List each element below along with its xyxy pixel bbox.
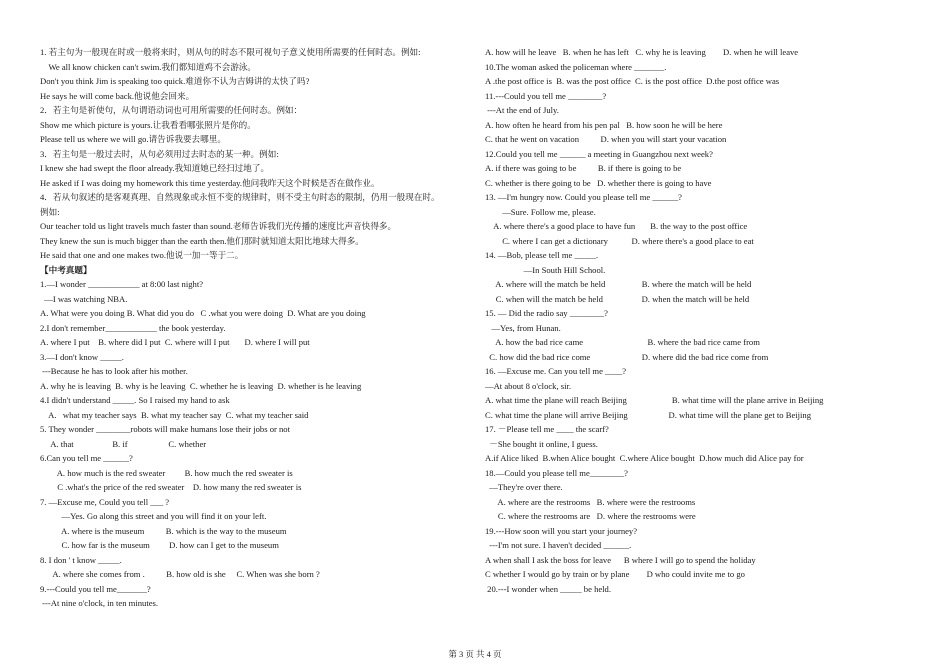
text-line: ---I'm not sure. I haven't decided ______. — [485, 540, 632, 550]
text-line: 8. I don ' t know _____. — [40, 554, 122, 565]
text-line: 7. —Excuse me, Could you tell ___ ? — [40, 496, 170, 507]
right-column — [485, 45, 915, 596]
text-line: Please tell us where we will go.请告诉我要去哪里。 — [40, 134, 226, 144]
text-line: ---At the end of July. — [485, 105, 559, 115]
section-heading: 【中考真题】 — [40, 264, 92, 275]
text-line: －She bought it online, I guess. — [485, 438, 598, 449]
text-line: —I was watching NBA. — [40, 293, 128, 304]
text-line: A. where there's a good place to have fun B. the way to the post office — [485, 221, 748, 231]
text-line: 3．若主句是一般过去时，从句必须用过去时态的某一种。例如: — [40, 148, 279, 159]
text-line: 14. —Bob, please tell me _____. — [485, 250, 599, 260]
text-line: 17. －Please tell me ____ the scarf? — [485, 424, 609, 434]
text-line: 16. —Excuse me. Can you tell me ____? — [485, 366, 627, 376]
text-line: —Yes, from Hunan. — [485, 322, 561, 333]
text-line: They knew the sun is much bigger than the earth then.他们那时就知道太阳比地球大得多。 — [40, 235, 364, 246]
text-line: —Yes. Go along this street and you will find it on your left. — [40, 511, 267, 521]
text-line: C. where I can get a dictionary D. where there's a good place to eat — [485, 235, 754, 246]
text-line: 11.---Could you tell me ________? — [485, 90, 607, 101]
text-line: —At about 8 o'clock, sir. — [485, 380, 572, 391]
text-line: A. how often he heard from his pen pal B. how soon he will be here — [485, 119, 723, 130]
text-line: A. what my teacher says B. what my teacher say C. what my teacher said — [40, 409, 309, 420]
text-line: 2．若主句是祈使句，从句谓语动词也可用所需要的任何时态。例如： — [40, 105, 303, 115]
text-line: ---At nine o'clock, in ten minutes. — [40, 598, 159, 608]
text-line: 9.---Could you tell me_______? — [40, 583, 151, 594]
text-line: A. What were you doing B. What did you do C .what you were doing D. What are you doing — [40, 308, 366, 318]
text-line: 12.Could you tell me ______ a meeting in Guangzhou next week? — [485, 148, 713, 159]
text-line: —Sure. Follow me, please. — [485, 206, 596, 217]
text-line: 15. — Did the radio say ________? — [485, 308, 608, 318]
text-line: A. where I put B. where did I put C. where will I put D. where I will put — [40, 337, 310, 347]
text-line: A. where is the museum B. which is the way to the museum — [40, 525, 287, 536]
text-line: 4.I didn't understand _____. So I raised my hand to ask — [40, 395, 230, 405]
text-line: I knew she had swept the floor already.我知道她已经扫过地了。 — [40, 163, 270, 173]
text-line: 19.---How soon will you start your journey? — [485, 525, 638, 536]
text-line: 3.—I don't know _____. — [40, 351, 124, 362]
text-line: A.if Alice liked B.when Alice bought C.where Alice bought D.how much did Alice pay for — [485, 453, 804, 463]
text-line: Don't you think Jim is speaking too quick.难道你不认为吉姆讲的太快了吗? — [40, 76, 310, 86]
text-line: 4．若从句叙述的是客观真理、自然现象或永恒不变的规律时，则不受主句时态的限制，仍用一般现在时。 — [40, 192, 440, 202]
text-line: 5. They wonder ________robots will make humans lose their jobs or not — [40, 424, 290, 434]
page-footer: 第 3 页 共 4 页 — [448, 649, 502, 659]
text-line: C. how far is the museum D. how can I get to the museum — [40, 540, 279, 550]
text-line: 20.---I wonder when _____ be held. — [485, 583, 612, 594]
text-line: 6.Can you tell me ______? — [40, 453, 133, 463]
text-line: —In South Hill School. — [485, 264, 606, 275]
text-line: A. where she comes from . B. how old is she C. When was she born ? — [40, 569, 320, 579]
text-line: 例如: — [40, 206, 60, 217]
text-line: 2.I don't remember____________ the book yesterday. — [40, 322, 226, 333]
text-line: A .the post office is B. was the post office C. is the post office D.the post office was — [485, 76, 780, 86]
text-line: C. where the restrooms are D. where the restrooms were — [485, 511, 696, 521]
text-line: A. where are the restrooms B. where were the restrooms — [485, 496, 696, 507]
text-line: A. what time the plane will reach Beijing B. what time will the plane arrive in Beijing — [485, 395, 824, 405]
text-line: He asked if I was doing my homework this time yesterday.他问我昨天这个时候是否在做作业。 — [40, 177, 380, 188]
text-line: 13. —I'm hungry now. Could you please tell me ______? — [485, 192, 682, 202]
text-line: Show me which picture is yours.让我看看哪张照片是你的。 — [40, 119, 256, 130]
text-line: We all know chicken can't swim.我们都知道鸡不会游泳。 — [40, 61, 256, 72]
text-line: A. how much is the red sweater B. how much the red sweater is — [40, 467, 293, 478]
text-line: A. why he is leaving B. why is he leaving C. whether he is leaving D. whether is he leaving — [40, 380, 362, 391]
text-line: A when shall I ask the boss for leave B where I will go to spend the holiday — [485, 554, 756, 565]
text-line: C. when will the match be held D. when the match will be held — [485, 293, 750, 304]
text-line: 10.The woman asked the policeman where _______. — [485, 61, 667, 72]
text-line: A. how the bad rice came B. where the bad rice came from — [485, 337, 760, 347]
text-line: A. where will the match be held B. where the match will be held — [485, 279, 752, 289]
left-column — [40, 45, 472, 611]
text-line: Our teacher told us light travels much faster than sound.老师告诉我们光传播的速度比声音快得多。 — [40, 221, 397, 231]
text-line: C .what's the price of the red sweater D. how many the red sweater is — [40, 482, 302, 492]
text-line: C. how did the bad rice come D. where did the bad rice come from — [485, 351, 769, 362]
text-line: —They're over there. — [485, 482, 563, 492]
text-line: ---Because he has to look after his mother. — [40, 366, 188, 376]
text-line: 1.—I wonder ____________ at 8:00 last night? — [40, 279, 204, 289]
text-line: He said that one and one makes two.他说一加一等于二。 — [40, 250, 244, 260]
text-line: C. whether is there going to be D. whether there is going to have — [485, 177, 712, 188]
text-line: C. what time the plane will arrive Beijing D. what time will the plane get to Beijing — [485, 409, 812, 420]
text-line: A. that B. if C. whether — [40, 438, 207, 449]
text-line: 18.—Could you please tell me________? — [485, 467, 628, 478]
text-line: A. if there was going to be B. if there is going to be — [485, 163, 682, 173]
text-line: 1. 若主句为一般现在时或一般将来时，则从句的时态不限可视句子意义使用所需要的任何时态。例如: — [40, 47, 421, 57]
text-line: He says he will come back.他说他会回来。 — [40, 90, 195, 101]
text-line: C. that he went on vacation D. when you will start your vacation — [485, 134, 727, 144]
text-line: C whether I would go by train or by plane D who could invite me to go — [485, 569, 745, 579]
text-line: A. how will he leave B. when he has left C. why he is leaving D. when he will leave — [485, 47, 799, 57]
